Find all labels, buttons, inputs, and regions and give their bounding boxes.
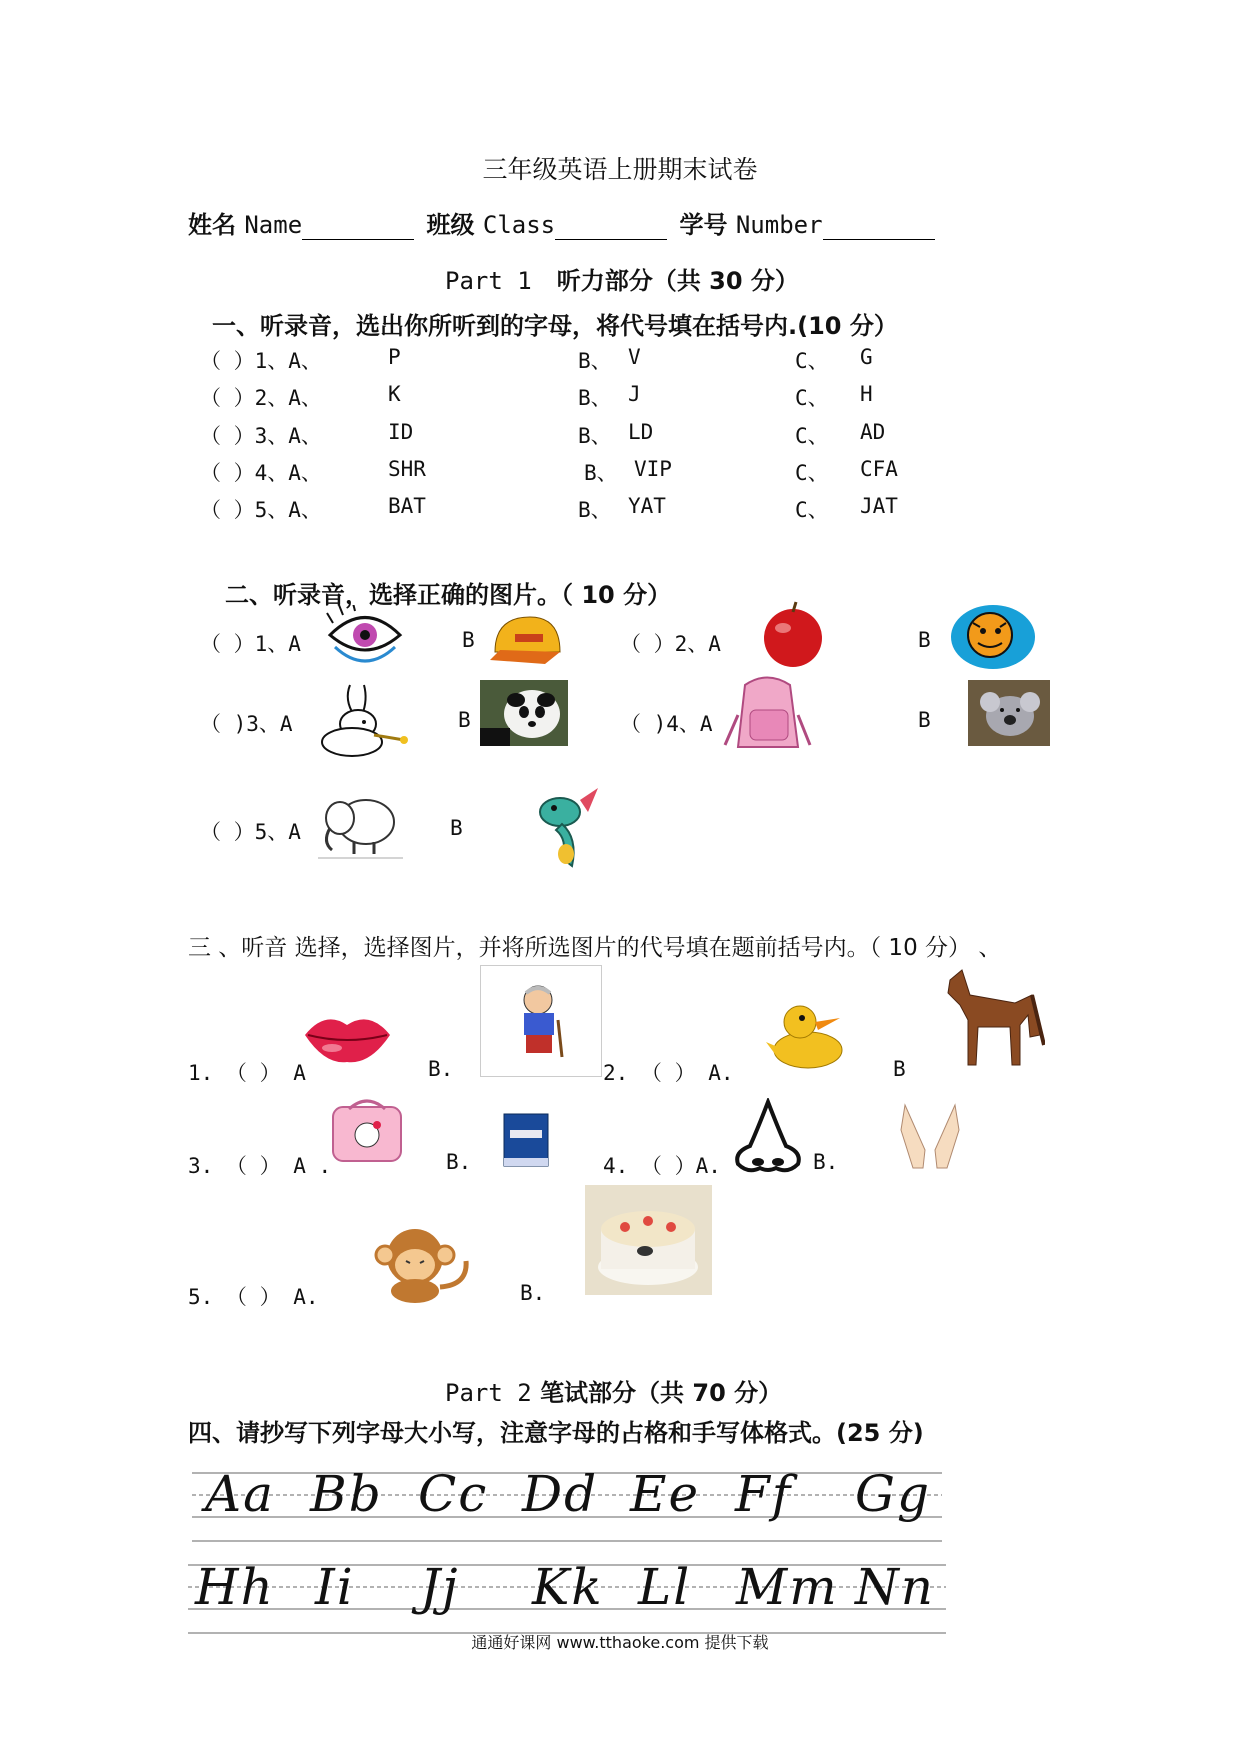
s3-q4-b: B. xyxy=(813,1150,839,1174)
s3-q2-b: B xyxy=(893,1057,906,1081)
eye-picture xyxy=(325,605,405,670)
letters-ee: Ee xyxy=(630,1465,701,1523)
hello-kitty-bag-picture xyxy=(325,1095,410,1165)
s1-option-a-2: K xyxy=(388,382,401,406)
old-man-picture xyxy=(480,965,602,1077)
s1-option-c-2: H xyxy=(860,382,873,406)
s2-q3-b: B xyxy=(458,708,471,732)
book-picture xyxy=(500,1110,555,1170)
koala-picture xyxy=(968,680,1050,746)
footer-source: 通通好课网 www.tthaoke.com 提供下载 xyxy=(471,1633,769,1652)
s1-label-b-2: B、 xyxy=(578,386,612,410)
letters-dd: Dd xyxy=(522,1465,599,1523)
letters-bb: Bb xyxy=(310,1465,383,1523)
s1-option-a-3: ID xyxy=(388,420,414,444)
s3-q3: 3. （ ） A . xyxy=(188,1154,332,1178)
s1-question-5: （ ）5、A、 xyxy=(200,498,322,522)
horse-picture xyxy=(940,965,1045,1070)
letters-ii: Ii xyxy=(315,1558,355,1616)
monkey-picture xyxy=(370,1225,480,1305)
cap-picture xyxy=(485,612,565,667)
section4-heading: 四、请抄写下列字母大小写，注意字母的占格和手写体格式。(25 分) xyxy=(188,1419,924,1447)
part1-label: 听力部分（共 30 分） xyxy=(556,267,799,295)
s1-option-b-1: V xyxy=(628,345,641,369)
s2-q2-b: B xyxy=(918,628,931,652)
cake-picture xyxy=(585,1185,712,1295)
s1-option-a-5: BAT xyxy=(388,494,426,518)
s1-label-b-1: B、 xyxy=(578,349,612,373)
s1-option-b-2: J xyxy=(628,382,641,406)
part1-heading xyxy=(445,261,799,296)
schoolbag-picture xyxy=(720,675,815,755)
page-title: 三年级英语上册期末试卷 xyxy=(482,155,758,184)
number-label-en: Number xyxy=(735,211,823,239)
class-label: 班级 xyxy=(426,211,475,239)
name-blank[interactable] xyxy=(302,217,414,240)
s1-option-b-3: LD xyxy=(628,420,654,444)
class-label-en: Class xyxy=(482,211,556,239)
s3-q1: 1. （ ） A xyxy=(188,1061,306,1085)
class-blank[interactable] xyxy=(555,217,667,240)
s1-option-c-3: AD xyxy=(860,420,886,444)
letters-jj: Jj xyxy=(420,1558,460,1616)
s2-q4: （ )4、A xyxy=(620,712,713,736)
rabbit-picture xyxy=(312,680,412,760)
dragon-picture xyxy=(528,778,608,870)
s1-option-a-1: P xyxy=(388,345,401,369)
name-label: 姓名 xyxy=(188,211,236,239)
s2-q1: （ ）1、A xyxy=(200,632,301,656)
section2-heading: 二、听录音，选择正确的图片。（ 10 分） xyxy=(225,581,672,609)
letters-nn: Nn xyxy=(855,1558,935,1616)
panda-picture xyxy=(480,680,568,746)
s2-q1-b: B xyxy=(462,628,475,652)
number-label: 学号 xyxy=(679,211,728,239)
nose-picture xyxy=(728,1098,808,1178)
s1-question-3: （ ）3、A、 xyxy=(200,424,322,448)
hands-picture xyxy=(895,1100,965,1172)
letters-ff: Ff xyxy=(735,1465,793,1523)
s1-question-1: （ ）1、A、 xyxy=(200,349,322,373)
letters-cc: Cc xyxy=(418,1465,489,1523)
part2-heading xyxy=(445,1373,782,1408)
s1-label-b-4: B、 xyxy=(584,461,618,485)
s1-label-c-3: C、 xyxy=(795,424,829,448)
s3-q2: 2. （ ） A. xyxy=(603,1061,734,1085)
s1-option-a-4: SHR xyxy=(388,457,426,481)
s2-q5: （ ）5、A xyxy=(200,820,301,844)
s2-q4-b: B xyxy=(918,708,931,732)
letters-mm: Mm xyxy=(736,1558,839,1616)
lips-picture xyxy=(300,1010,395,1065)
s2-q5-b: B xyxy=(450,816,463,840)
number-blank[interactable] xyxy=(823,217,935,240)
s1-question-4: （ ）4、A、 xyxy=(200,461,322,485)
s1-option-c-5: JAT xyxy=(860,494,898,518)
letters-aa: Aa xyxy=(205,1465,275,1523)
letters-kk: Kk xyxy=(532,1558,604,1616)
s1-label-c-1: C、 xyxy=(795,349,829,373)
s1-label-b-5: B、 xyxy=(578,498,612,522)
letters-gg: Gg xyxy=(855,1465,931,1523)
s3-q4: 4. （ ）A. xyxy=(603,1154,721,1178)
s1-label-b-3: B、 xyxy=(578,424,612,448)
part2-prefix: Part 2 xyxy=(445,1379,532,1407)
s1-label-c-5: C、 xyxy=(795,498,829,522)
tiger-picture xyxy=(948,603,1038,671)
part2-label: 笔试部分（共 70 分） xyxy=(540,1379,783,1407)
s2-q3: （ )3、A xyxy=(200,712,293,736)
s1-option-b-4: VIP xyxy=(634,457,672,481)
s3-q5: 5. （ ） A. xyxy=(188,1285,319,1309)
s1-option-c-4: CFA xyxy=(860,457,898,481)
s3-q1-b: B. xyxy=(428,1057,454,1081)
section1-heading: 一、听录音，选出你所听到的字母，将代号填在括号内.(10 分） xyxy=(212,312,898,340)
s1-option-b-5: YAT xyxy=(628,494,666,518)
part1-prefix: Part 1 xyxy=(445,267,532,295)
s1-option-c-1: G xyxy=(860,345,873,369)
elephant-picture xyxy=(318,790,403,860)
student-info xyxy=(188,205,939,240)
name-label-en: Name xyxy=(244,211,303,239)
s1-question-2: （ ）2、A、 xyxy=(200,386,322,410)
section3-heading: 三 、听音 选择，选择图片，并将所选图片的代号填在题前括号内。（ 10 分） 、 xyxy=(188,935,1002,961)
apple-picture xyxy=(758,600,828,668)
s3-q5-b: B. xyxy=(520,1281,546,1305)
s1-label-c-2: C、 xyxy=(795,386,829,410)
s3-q3-b: B. xyxy=(446,1150,472,1174)
s2-q2: （ ）2、A xyxy=(620,632,721,656)
letters-ll: Ll xyxy=(638,1558,692,1616)
letters-hh: Hh xyxy=(195,1558,275,1616)
duck-picture xyxy=(760,1000,860,1072)
s1-label-c-4: C、 xyxy=(795,461,829,485)
